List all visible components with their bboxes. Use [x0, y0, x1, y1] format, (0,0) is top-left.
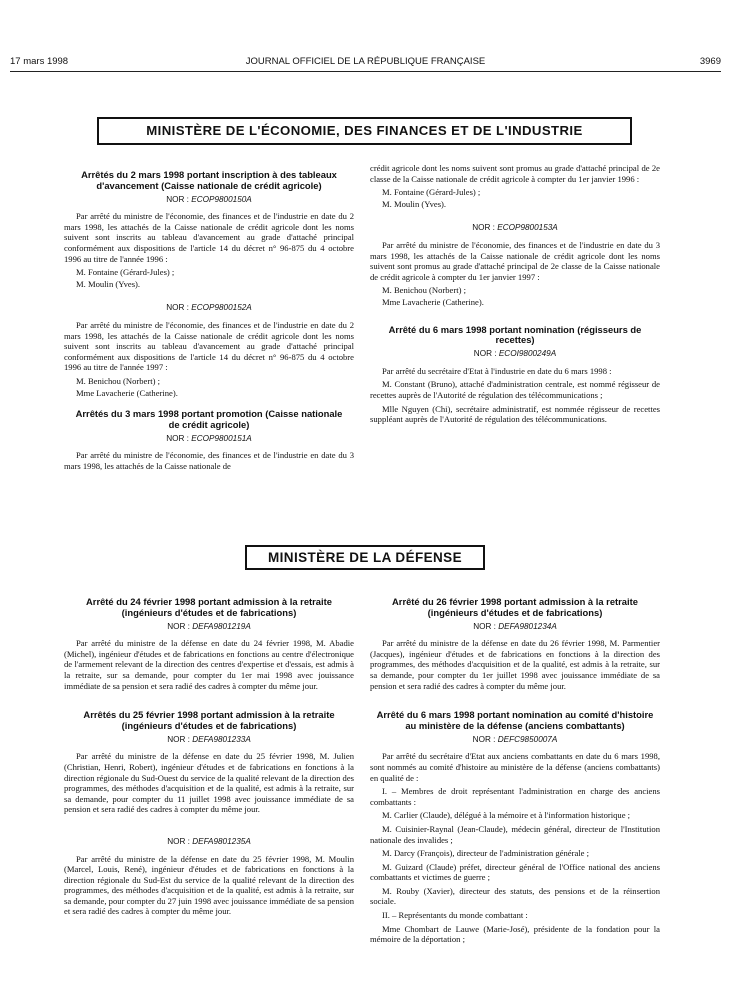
nor-reference: NOR : DEFA9801235A [167, 836, 251, 846]
article-title: Arrêtés du 2 mars 1998 portant inscription à des tableaux d'avancement (Caisse nationale de crédit agricole) [81, 169, 337, 191]
paragraph: Par arrêté du ministre de l'économie, des finances et de l'industrie en date du 2 mars 1998, les attachés de la Caisse nationale de crédit agricole dont les noms suivent sont inscrits au tableau d'avancement au grade d'attaché principal conformément aux dispositions de l'article 14 du décret n° 96-875 du 4 octobre 1996 au titre de l'année 1996 : [64, 211, 354, 264]
header-page-number: 3969 [699, 56, 721, 67]
nor-reference: NOR : DEFC9850007A [472, 734, 558, 744]
running-header [0, 56, 731, 70]
paragraph: M. Cuisinier-Raynal (Jean-Claude), médecin général, directeur de l'Institution nationale des invalides ; [370, 823, 660, 845]
paragraph: II. – Représentants du monde combattant : [382, 910, 528, 921]
paragraph: I. – Membres de droit représentant l'administration en charge des anciens combattants : [370, 786, 660, 807]
paragraph: M. Rouby (Xavier), directeur des statuts, des pensions et de la réinsertion sociale. [370, 885, 660, 907]
paragraph: Par arrêté du secrétaire d'Etat aux anciens combattants en date du 6 mars 1998, sont nommés au comité d'histoire au ministère de la défense (anciens combattants) en qualité de : [370, 751, 660, 783]
paragraph: M. Constant (Bruno), attaché d'administration centrale, est nommé régisseur de recettes auprès de l'Autorité de régulation des télécommunications ; [370, 379, 660, 400]
paragraph: Par arrêté du secrétaire d'Etat à l'industrie en date du 6 mars 1998 : [382, 365, 612, 376]
paragraph: Par arrêté du ministre de la défense en date du 26 février 1998, M. Parmentier (Jacques), ingénieur d'études et de fabrications en fonctions à la direction des programmes, des méthodes d'acquisition et de la qualité, est admis à la retraite, sur sa demande, pour compter du 1er juillet 1998 avec jouissance immédiate de sa pension et sera radié des cadres à compter du même jour. [370, 638, 660, 691]
paragraph: Mme Chombart de Lauwe (Marie-José), présidente de la fondation pour la mémoire de la déportation ; [370, 923, 660, 945]
name-entry: M. Benichou (Norbert) ; [382, 285, 467, 296]
article-title: Arrêté du 6 mars 1998 portant nomination au comité d'histoire au ministère de la défense (anciens combattants) [376, 709, 654, 731]
nor-reference: NOR : ECOI9800249A [473, 349, 557, 359]
paragraph: Par arrêté du ministre de la défense en date du 25 février 1998, M. Moulin (Marcel, Louis, René), ingénieur d'études et de fabrications en fonctions à la direction régionale du Sud-Est du service de la qualité relevant de la direction des programmes, des méthodes d'acquisition et de la qualité, est admis à la retraite, sur sa demande, pour compter du 27 juin 1998 avec jouissance immédiate de sa pension et sera radié des cadres à compter du même jour. [64, 853, 354, 917]
nor-reference: NOR : ECOP9800150A [166, 194, 252, 204]
paragraph: Par arrêté du ministre de l'économie, des finances et de l'industrie en date du 3 mars 1998, les attachés de la Caisse nationale de [64, 450, 354, 471]
paragraph: Par arrêté du ministre de l'économie, des finances et de l'industrie en date du 2 mars 1998, les attachés de la Caisse nationale de crédit agricole dont les noms suivent sont inscrits au tableau d'avancement au grade d'attaché principal conformément aux dispositions de l'article 14 du décret n° 96-875 du 4 octobre 1996 au titre de l'année 1997 : [64, 319, 354, 373]
nor-reference: NOR : DEFA9801219A [167, 621, 251, 631]
article-title: Arrêté du 6 mars 1998 portant nomination (régisseurs de recettes) [388, 323, 642, 346]
article-title: Arrêtés du 3 mars 1998 portant promotion (Caisse nationale de crédit agricole) [75, 408, 343, 430]
paragraph: crédit agricole dont les noms suivent sont promus au grade d'attaché principal de 2e classe de la Caisse nationale de crédit agricole à compter du 1er janvier 1996 : [370, 163, 660, 184]
paragraph: Par arrêté du ministre de la défense en date du 24 février 1998, M. Abadie (Michel), ingénieur d'études et de fabrications en fonctions au centre d'électronique de l'armement relevant de la direction des centres d'expertise et d'essais, est admis à la retraite, sur sa demande, pour compter du 1er mai 1998 avec jouissance immédiate de sa pension et sera radié des cadres à compter du même jour. [64, 638, 354, 691]
header-journal-title: JOURNAL OFFICIEL DE LA RÉPUBLIQUE FRANÇAISE [245, 56, 486, 67]
article-title: Arrêté du 26 février 1998 portant admission à la retraite (ingénieurs d'études et de fabrications) [392, 596, 638, 618]
def-column-right [370, 597, 660, 948]
name-entry: M. Fontaine (Gérard-Jules) ; [382, 187, 481, 198]
nor-reference: NOR : DEFA9801234A [473, 621, 557, 631]
paragraph: Par arrêté du ministre de la défense en date du 25 février 1998, M. Julien (Christian, Henri, Robert), ingénieur d'études et de fabrications en fonctions à la direction régionale du Sud-Ouest du service de la qualité relevant de la direction des programmes, des méthodes d'acquisition et de la qualité, est admis à la retraite, sur sa demande, pour compter du 11 juillet 1998 avec jouissance immédiate de sa pension et sera radié des cadres à compter du même jour. [64, 751, 354, 815]
ministry-heading-economie: MINISTÈRE DE L'ÉCONOMIE, DES FINANCES ET DE L'INDUSTRIE [97, 117, 632, 145]
paragraph: Par arrêté du ministre de l'économie, des finances et de l'industrie en date du 3 mars 1998, les attachés de la Caisse nationale de crédit agricole dont les noms suivent sont promus au grade d'attaché principal de 2e classe de la Caisse nationale de crédit agricole à compter du 1er janvier 1997 : [370, 239, 660, 282]
header-date: 17 mars 1998 [10, 56, 69, 67]
nor-reference: NOR : ECOP9800153A [472, 223, 558, 233]
paragraph: M. Darcy (François), directeur de l'administration générale ; [382, 848, 590, 859]
name-entry: M. Moulin (Yves). [76, 278, 141, 289]
name-entry: Mme Lavacherie (Catherine). [76, 387, 178, 398]
def-column-left [64, 597, 354, 920]
paragraph: M. Guizard (Claude) préfet, directeur général de l'Office national des anciens combattants et victimes de guerre ; [370, 861, 660, 883]
eco-column-right [370, 163, 660, 428]
nor-reference: NOR : DEFA9801233A [167, 734, 251, 744]
nor-reference: NOR : ECOP9800151A [166, 433, 252, 443]
name-entry: Mme Lavacherie (Catherine). [382, 296, 484, 307]
nor-reference: NOR : ECOP9800152A [166, 303, 252, 313]
ministry-heading-defense: MINISTÈRE DE LA DÉFENSE [245, 545, 485, 570]
name-entry: M. Moulin (Yves). [382, 198, 447, 209]
name-entry: M. Benichou (Norbert) ; [76, 375, 161, 386]
paragraph: Mlle Nguyen (Chi), secrétaire administratif, est nommée régisseur de recettes suppléant auprès de l'Autorité de régulation des télécommunications. [370, 403, 660, 425]
paragraph: M. Carlier (Claude), délégué à la mémoire et à l'information historique ; [382, 810, 631, 821]
article-title: Arrêtés du 25 février 1998 portant admission à la retraite (ingénieurs d'études et de fabrications) [83, 709, 335, 731]
header-rule [10, 71, 721, 72]
eco-column-left [64, 170, 354, 474]
name-entry: M. Fontaine (Gérard-Jules) ; [76, 267, 175, 278]
article-title: Arrêté du 24 février 1998 portant admission à la retraite (ingénieurs d'études et de fabrications) [86, 596, 332, 618]
